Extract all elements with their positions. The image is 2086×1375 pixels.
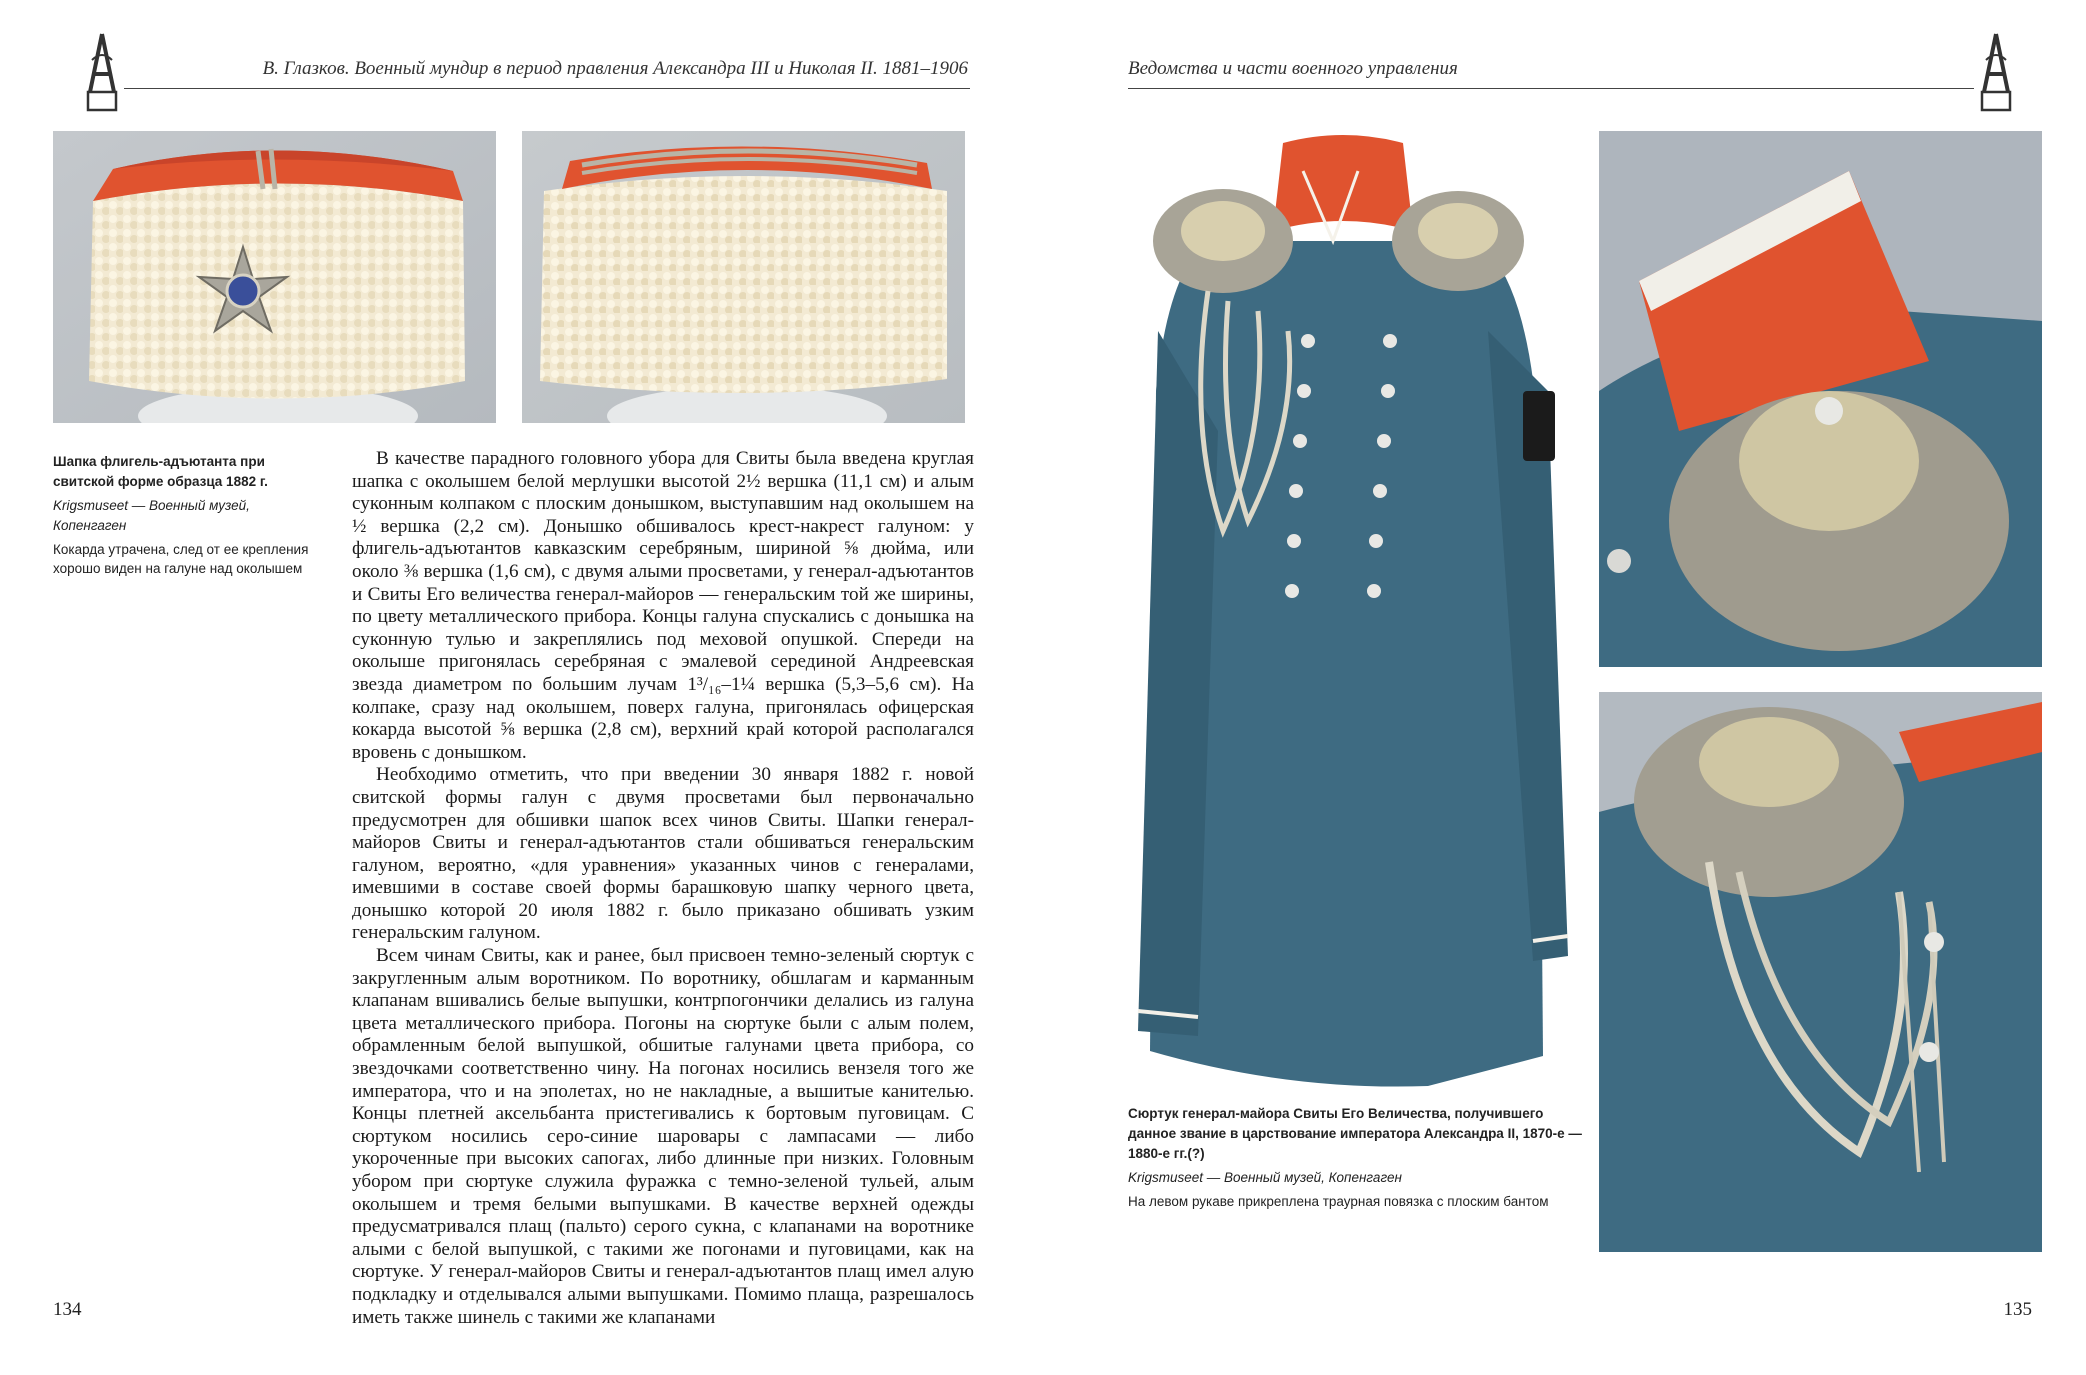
hat-caption-title: Шапка флигель-адъютанта при свитской форме образца 1882 г. (53, 454, 268, 489)
monogram-logo-left (82, 30, 122, 114)
hat-front-photo (53, 131, 496, 423)
paragraph: Всем чинам Свиты, как и ранее, был присвоен темно-зеленый сюртук с закругленным алым воротником. По воротнику, обшлагам и карманным клапанам вшивались белые выпушки, контрпогончики делались из галуна цвета металлического прибора. Погоны на сюртуке были с алым полем, обрамленным белой выпушкой, обшитые галунами цвета прибора, со звездочками соответственно чину. На погонах носились вензеля того же императора, что и на эполетах, но не накладные, а вышитые канителью. Концы плетней аксельбанта пристегивались к бортовым пуговицам. С сюртуком носились серо-синие шаровары с лампасами — либо укороченные при высоких сапогах, либо длинные при низких. Головным убором при сюртуке служила фуражка с темно-зеленой тульей, алым околышем и тремя белыми выпушками. В качестве верхней одежды предусматривался плащ (пальто) серого сукна, с клапанами на воротнике алыми с белой выпушкой, с такими же погонами и пуговицами, как на сюртуке. У генерал-майоров Свиты и генерал-адъютантов плащ имел алую подкладку и отделывался алыми выпушками. Помимо плаща, разрешалось иметь также шинель с такими же клапанами (352, 945, 974, 1328)
paragraph: В качестве парадного головного убора для Свиты была введена круглая шапка с околышем белой мерлушки высотой 2½ вершка (11,1 см) и алым суконным колпаком с плоским донышком, выступавшим над околышем на ½ вершка (2,2 см). Донышко обшивалось крест-накрест галуном: у флигель-адъютантов кавказским серебряным, шириной ⅝ дюйма, или около ⅜ вершка (1,6 см), с двумя алыми просветами, у генерал-адъютантов и Свиты Его величества генерал-майоров — генеральским той же ширины, по цвету металлического прибора. Концы галуна спускались с донышка на суконную тулью и закреплялись под меховой опушкой. Спереди на околыше пригонялась серебряная с эмалевой серединой Андреевская звезда диаметром по большим лучам 1³/₁₆–1¼ вершка (5,3–5,6 см). На колпаке, сразу над околышем, поверх галуна, пригонялась офицерская кокарда высотой ⅝ вершка (2,8 см), верхний край которой располагался вровень с донышком. (352, 448, 974, 763)
paragraph: Необходимо отметить, что при введении 30 января 1882 г. новой свитской формы галун с двумя просветами был первоначально предусмотрен для обшивки шапок всех чинов Свиты. Шапки генерал-майоров Свиты и генерал-адъютантов стали обшиваться генеральским галуном, вероятно, «для уравнения» указанных чинов с генералами, имевшими в составе своей формы барашковую шапку черного цвета, донышко которой 20 июля 1882 г. было приказано обшивать узким генеральским галуном. (352, 764, 974, 944)
epaulette-left (1153, 189, 1293, 293)
hat-caption (53, 452, 323, 578)
coat-caption-title: Сюртук генерал-майора Свиты Его Величества, получившего данное звание в царствование императора Александра II, 1870-е — 1880-е гг.(?) (1128, 1106, 1582, 1161)
hat-caption-note: Кокарда утрачена, след от ее крепления хорошо виден на галуне над околышем (53, 542, 309, 576)
hat-caption-source: Krigsmuseet — Военный музей, Копенгаген (53, 498, 250, 533)
coat-photo (1128, 131, 1571, 1091)
hat-side-photo (522, 131, 965, 423)
page-number-left: 134 (53, 1299, 82, 1320)
monogram-logo-right (1976, 30, 2016, 114)
coat-caption-source: Krigsmuseet — Военный музей, Копенгаген (1128, 1170, 1402, 1185)
collar-epaulette-photo (1599, 131, 2042, 667)
page-number-right: 135 (2003, 1299, 2032, 1320)
coat-caption-note: На левом рукаве прикреплена траурная повязка с плоским бантом (1128, 1194, 1549, 1209)
aiguillette-photo (1599, 692, 2042, 1252)
body-text (352, 448, 974, 1329)
header-rule-left (124, 88, 970, 89)
coat-caption (1128, 1104, 1588, 1211)
header-rule-right (1128, 88, 1974, 89)
running-head-right: Ведомства и части военного управления (1128, 58, 1458, 79)
running-head-left: В. Глазков. Военный мундир в период правления Александра III и Николая II. 1881–1906 (262, 58, 968, 79)
